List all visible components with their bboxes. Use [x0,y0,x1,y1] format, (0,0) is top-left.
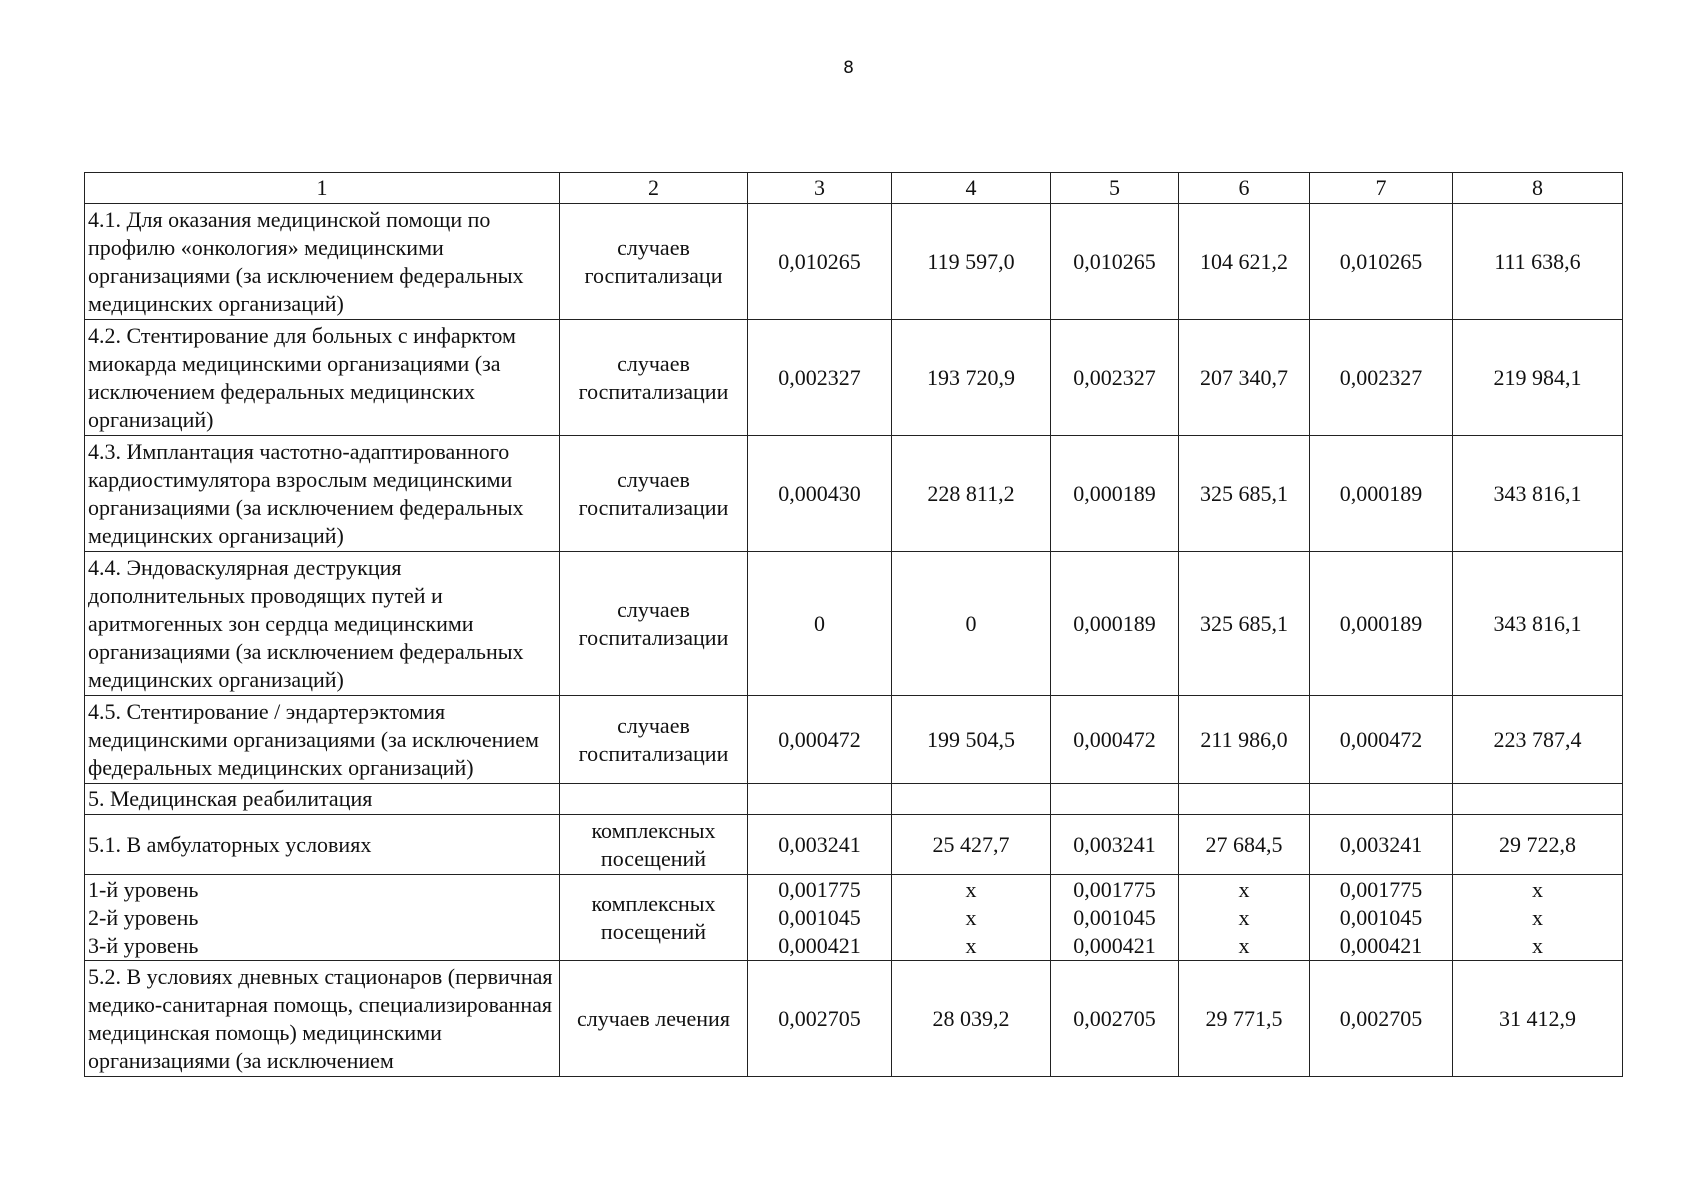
value-cell: 104 621,2 [1179,204,1310,320]
row-description: 4.1. Для оказания медицинской помощи по профилю «онкология» медицинскими организациями (за исключением федеральных медицинских организаций) [85,204,560,320]
value-cell [748,875,892,961]
value-cell: 0,002327 [748,320,892,436]
value-cell: 0,003241 [1310,815,1453,875]
value-cell: 0,010265 [1310,204,1453,320]
level-value: х [965,876,977,902]
value-cell [1310,784,1453,815]
level-label: 1-й уровень [88,876,199,902]
row-description: 5. Медицинская реабилитация [85,784,560,815]
value-cell: 219 984,1 [1453,320,1623,436]
level-value: х [1532,904,1543,930]
unit-cell: комплексных посещений [560,815,748,875]
value-cell [1453,875,1623,961]
value-cell: 325 685,1 [1179,436,1310,552]
level-value: 0,000421 [778,932,861,958]
level-value: 0,001775 [1339,876,1423,902]
row-description: 4.5. Стентирование / эндартерэктомия медицинскими организациями (за исключением федеральных медицинских организаций) [85,696,560,784]
unit-cell: случаев госпитализации [560,552,748,696]
unit-cell: случаев госпитализаци [560,204,748,320]
value-cell: 0 [748,552,892,696]
level-label: 3-й уровень [88,932,199,958]
value-cell: 0,002705 [1310,961,1453,1077]
data-table [84,172,1623,1077]
value-cell: 0,010265 [748,204,892,320]
level-label: 2-й уровень [88,904,199,930]
row-description: 5.1. В амбулаторных условиях [85,815,560,875]
value-cell: 0,002327 [1051,320,1179,436]
value-cell: 0,000472 [748,696,892,784]
level-value: х [1532,876,1543,902]
level-value: х [1238,904,1250,930]
value-cell: 0,002327 [1310,320,1453,436]
unit-cell: случаев госпитализации [560,436,748,552]
value-cell: 0,000472 [1051,696,1179,784]
value-cell [1051,784,1179,815]
column-number: 7 [1310,173,1453,204]
value-cell: 0,000189 [1051,436,1179,552]
table-row [85,784,1623,815]
column-number: 5 [1051,173,1179,204]
value-cell: 193 720,9 [892,320,1051,436]
table-row [85,320,1623,436]
value-cell: 0,000430 [748,436,892,552]
table-row [85,696,1623,784]
value-cell: 27 684,5 [1179,815,1310,875]
value-cell: 0,010265 [1051,204,1179,320]
level-value: 0,001775 [1073,876,1156,902]
value-cell: 119 597,0 [892,204,1051,320]
column-number: 6 [1179,173,1310,204]
row-description: 4.3. Имплантация частотно-адаптированного кардиостимулятора взрослым медицинскими организациями (за исключением федеральных медицинских организаций) [85,436,560,552]
page-number: 8 [843,58,854,78]
value-cell: 0,000472 [1310,696,1453,784]
row-description: 4.2. Стентирование для больных с инфарктом миокарда медицинскими организациями (за исключением федеральных медицинских организаций) [85,320,560,436]
value-cell: 325 685,1 [1179,552,1310,696]
value-cell: 0,000189 [1310,436,1453,552]
value-cell [892,875,1051,961]
value-cell [1051,875,1179,961]
value-cell [748,784,892,815]
level-value: х [965,932,977,958]
unit-cell: комплексных посещений [560,875,748,961]
level-value: х [1238,876,1250,902]
value-cell: 0 [892,552,1051,696]
column-number: 2 [560,173,748,204]
value-cell: 223 787,4 [1453,696,1623,784]
value-cell: 29 722,8 [1453,815,1623,875]
table-row [85,436,1623,552]
level-value: х [1532,932,1543,958]
level-value: 0,001045 [1073,904,1156,930]
value-cell: 25 427,7 [892,815,1051,875]
row-description: 5.2. В условиях дневных стационаров (первичная медико-санитарная помощь, специализированная медицинская помощь) медицинскими организациями (за исключением [85,961,560,1077]
column-number: 8 [1453,173,1623,204]
value-cell: 29 771,5 [1179,961,1310,1077]
level-value: х [965,904,977,930]
value-cell [1179,784,1310,815]
value-cell: 0,003241 [1051,815,1179,875]
column-number: 4 [892,173,1051,204]
value-cell: 0,002705 [748,961,892,1077]
level-value: 0,001045 [1339,904,1423,930]
value-cell: 0,003241 [748,815,892,875]
level-value: 0,000421 [1339,932,1423,958]
table-row-levels [85,875,1623,961]
column-number: 3 [748,173,892,204]
column-number: 1 [85,173,560,204]
row-description: 4.4. Эндоваскулярная деструкция дополнительных проводящих путей и аритмогенных зон сердца медицинскими организациями (за исключением федеральных медицинских организаций) [85,552,560,696]
unit-cell: случаев госпитализации [560,320,748,436]
table-row [85,815,1623,875]
value-cell: 31 412,9 [1453,961,1623,1077]
value-cell: 0,000189 [1051,552,1179,696]
level-value: 0,001045 [778,904,861,930]
level-value: 0,000421 [1073,932,1156,958]
value-cell [1453,784,1623,815]
value-cell [1310,875,1453,961]
value-cell: 28 039,2 [892,961,1051,1077]
value-cell: 343 816,1 [1453,552,1623,696]
unit-cell [560,784,748,815]
table-row [85,204,1623,320]
column-number-row [85,173,1623,204]
value-cell: 207 340,7 [1179,320,1310,436]
value-cell: 0,002705 [1051,961,1179,1077]
value-cell: 211 986,0 [1179,696,1310,784]
value-cell [1179,875,1310,961]
table-row [85,552,1623,696]
value-cell: 343 816,1 [1453,436,1623,552]
table-row [85,961,1623,1077]
value-cell: 111 638,6 [1453,204,1623,320]
value-cell: 0,000189 [1310,552,1453,696]
value-cell: 228 811,2 [892,436,1051,552]
level-value: 0,001775 [778,876,861,902]
level-value: х [1238,932,1250,958]
unit-cell: случаев госпитализации [560,696,748,784]
level-labels-cell [85,875,560,961]
value-cell: 199 504,5 [892,696,1051,784]
value-cell [892,784,1051,815]
unit-cell: случаев лечения [560,961,748,1077]
